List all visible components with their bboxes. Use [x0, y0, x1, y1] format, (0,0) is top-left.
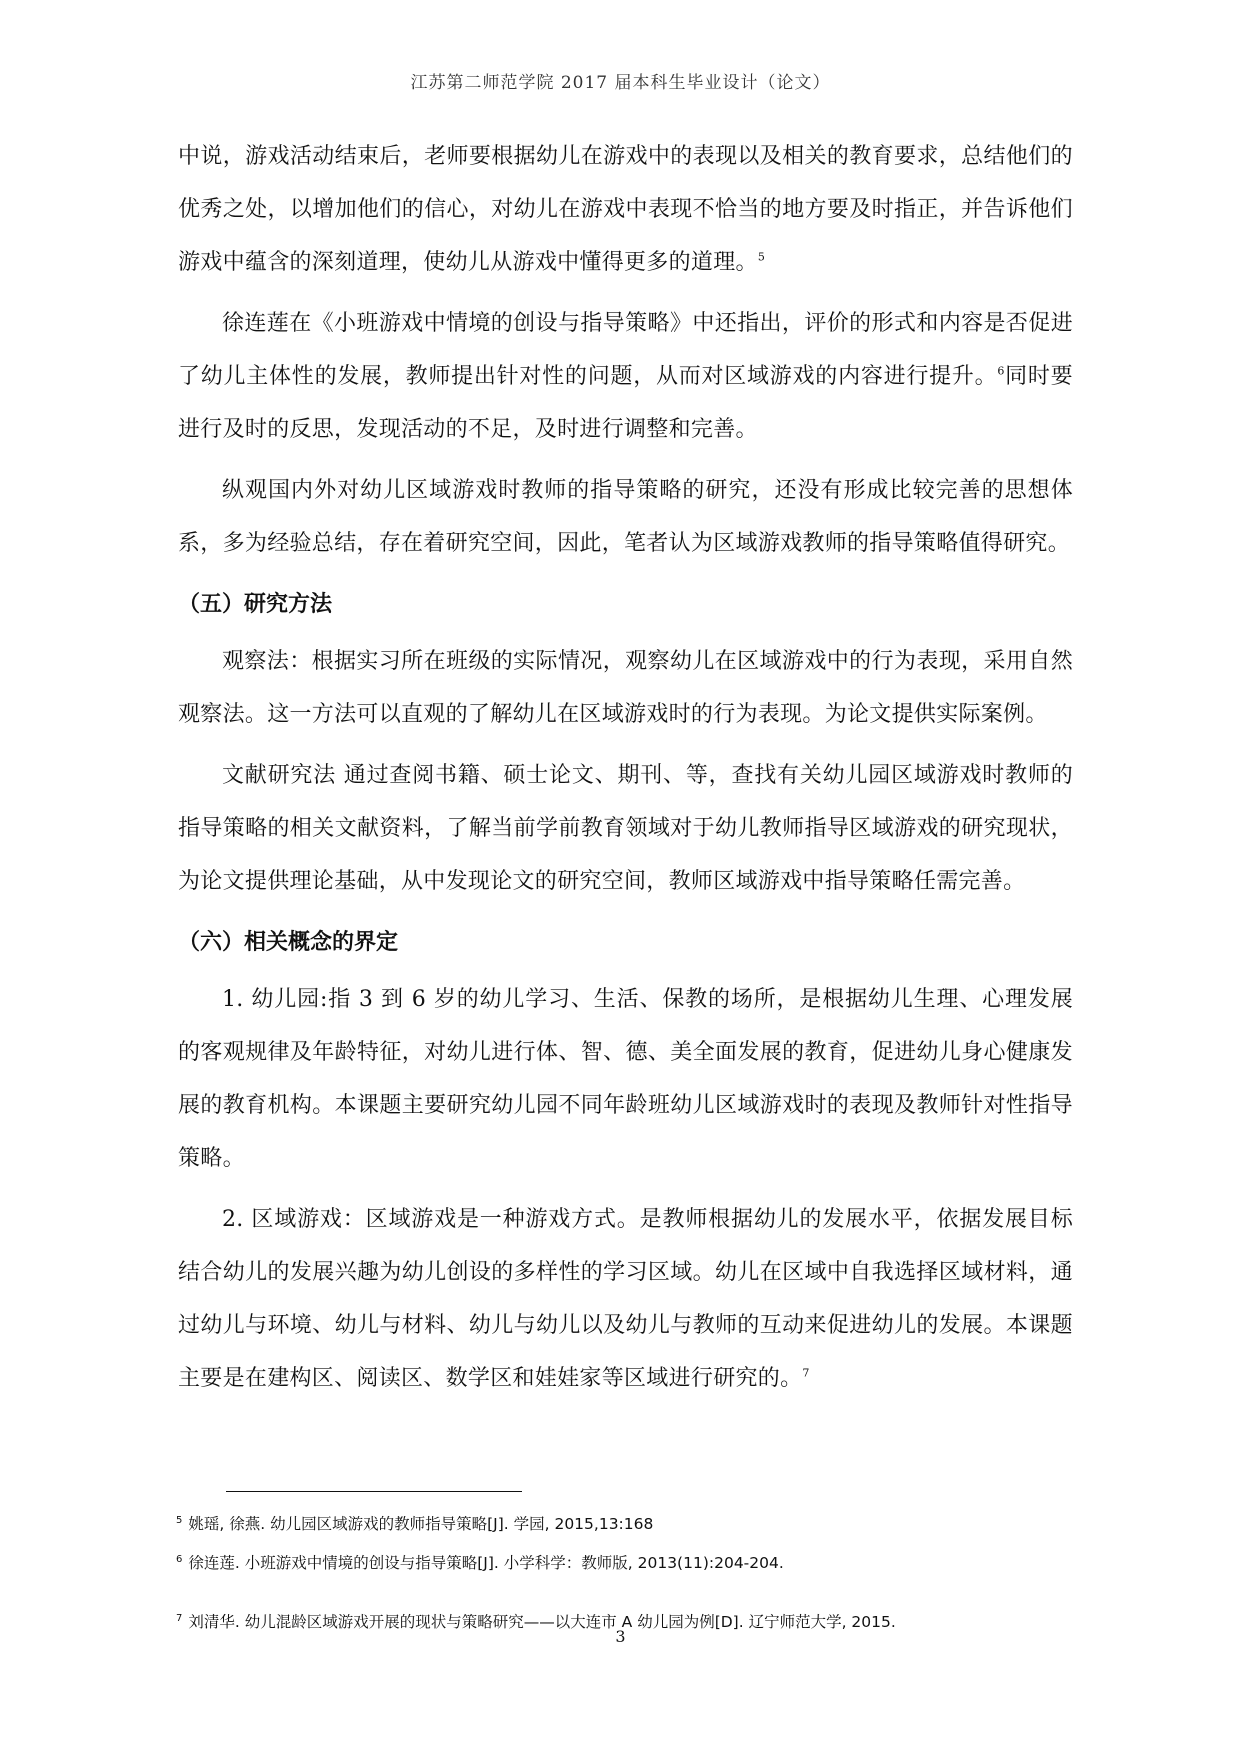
- paragraph-text: 中说，游戏活动结束后，老师要根据幼儿在游戏中的表现以及相关的教育要求，总结他们的优秀之处，以增加他们的信心，对幼儿在游戏中表现不恰当的地方要及时指正，并告诉他们游戏中蕴含的深刻道理，使幼儿从游戏中懂得更多的道理。: [178, 144, 1073, 275]
- footnote-marker: 6: [997, 364, 1005, 378]
- footnote-number: 7: [176, 1613, 183, 1625]
- paragraph-evaluation-summary: [178, 130, 1073, 289]
- footnote-marker: 7: [802, 1366, 810, 1380]
- paragraph-xu-lianlian: [178, 297, 1073, 456]
- paragraph-text: 2. 区域游戏：区域游戏是一种游戏方式。是教师根据幼儿的发展水平，依据发展目标结合幼儿的发展兴趣为幼儿创设的多样性的学习区域。幼儿在区域中自我选择区域材料，通过幼儿与环境、幼儿与材料、幼儿与幼儿以及幼儿与教师的互动来促进幼儿的发展。本课题主要是在建构区、阅读区、数学区和娃娃家等区域进行研究的。: [178, 1207, 1073, 1391]
- section-heading-research-methods: （五）研究方法: [178, 592, 333, 617]
- paragraph-research-overview: 纵观国内外对幼儿区域游戏时教师的指导策略的研究，还没有形成比较完善的思想体系，多为经验总结，存在着研究空间，因此，笔者认为区域游戏教师的指导策略值得研究。: [178, 478, 1073, 556]
- footnote-item: [176, 1549, 1076, 1574]
- section-heading-concept-definitions: （六）相关概念的界定: [178, 930, 399, 955]
- paragraph-text: 徐连莲在《小班游戏中情境的创设与指导策略》中还指出，评价的形式和内容是否促进了幼儿主体性的发展，教师提出针对性的问题，从而对区域游戏的内容进行提升。: [178, 311, 1073, 389]
- footnote-text: 徐连莲. 小班游戏中情境的创设与指导策略[J]. 小学科学：教师版, 2013(11):204-204.: [188, 1554, 784, 1573]
- footnote-item: [176, 1510, 1076, 1535]
- footnote-number: 5: [176, 1515, 183, 1526]
- paragraph-area-game-definition: [178, 1193, 1073, 1405]
- footnote-text: 刘清华. 幼儿混龄区域游戏开展的现状与策略研究——以大连市 A 幼儿园为例[D]. 辽宁师范大学, 2015.: [188, 1613, 896, 1632]
- footnote-text: 姚瑶, 徐燕. 幼儿园区域游戏的教师指导策略[J]. 学园, 2015,13:168: [188, 1515, 654, 1534]
- paragraph-observation-method: 观察法：根据实习所在班级的实际情况，观察幼儿在区域游戏中的行为表现，采用自然观察法。这一方法可以直观的了解幼儿在区域游戏时的行为表现。为论文提供实际案例。: [178, 649, 1073, 727]
- page-number: 3: [615, 1627, 626, 1646]
- footnote-number: 6: [176, 1554, 183, 1566]
- running-header: 江苏第二师范学院 2017 届本科生毕业设计（论文）: [410, 73, 831, 93]
- paragraph-text: 同时要进行及时的反思，发现活动的不足，及时进行调整和完善。: [178, 364, 1073, 442]
- footnote-marker: 5: [757, 250, 766, 264]
- paragraph-kindergarten-definition: 1. 幼儿园:指 3 到 6 岁的幼儿学习、生活、保教的场所，是根据幼儿生理、心理发展的客观规律及年龄特征，对幼儿进行体、智、德、美全面发展的教育，促进幼儿身心健康发展的教育机构。本课题主要研究幼儿园不同年龄班幼儿区域游戏时的表现及教师针对性指导策略。: [178, 987, 1073, 1171]
- body-text: [178, 130, 1073, 1413]
- paragraph-literature-method: 文献研究法 通过查阅书籍、硕士论文、期刊、等，查找有关幼儿园区域游戏时教师的指导策略的相关文献资料，了解当前学前教育领域对于幼儿教师指导区域游戏的研究现状，为论文提供理论基础，从中发现论文的研究空间，教师区域游戏中指导策略任需完善。: [178, 763, 1073, 894]
- footnote-separator: [226, 1491, 522, 1492]
